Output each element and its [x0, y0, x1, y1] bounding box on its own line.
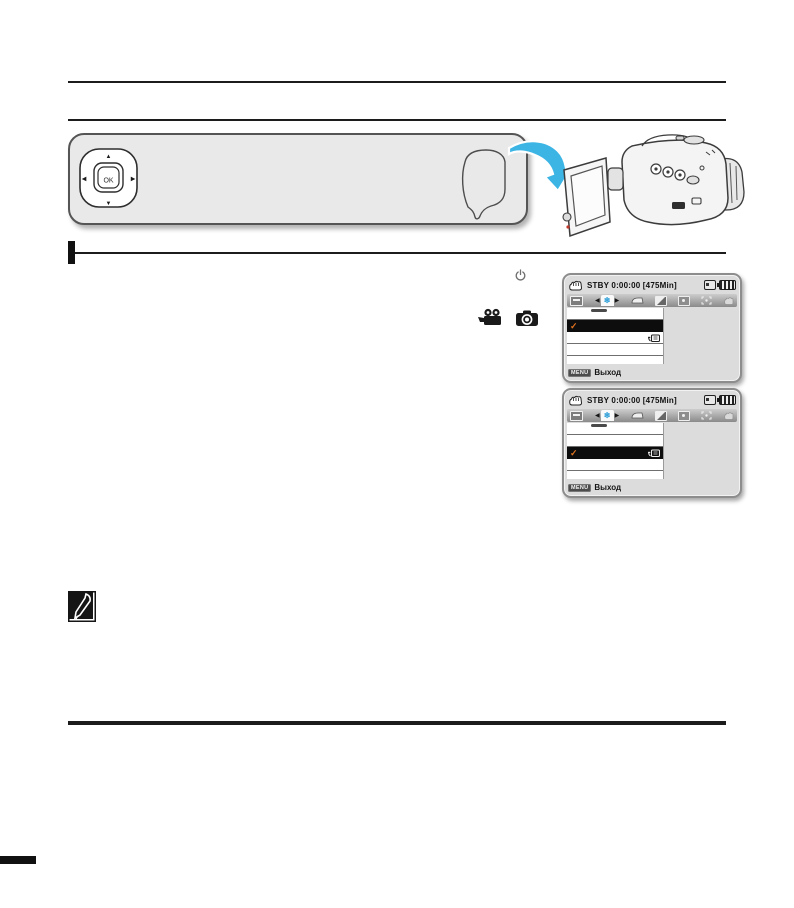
grip-hand-icon: [568, 280, 583, 291]
lcd-screenshot-2: [562, 388, 742, 498]
exposure-icon: [655, 411, 667, 421]
snowflake-icon: ❄: [603, 295, 611, 305]
storage-menu-icon: [570, 411, 583, 421]
erased-text-remnant: [591, 309, 607, 312]
lcd-screenshot-1: [562, 273, 742, 383]
selected-menu-tab: [601, 410, 614, 421]
list-row: [567, 356, 663, 364]
memory-card-icon: [704, 395, 716, 405]
erased-text-remnant: [591, 424, 607, 427]
mode-switch: [687, 176, 699, 184]
menu-right-arrow-icon: ▶: [614, 298, 620, 304]
finger-outline: [458, 147, 512, 221]
menu-list: [567, 308, 664, 364]
list-row: [567, 344, 663, 356]
list-row: [567, 459, 663, 471]
status-bar: [568, 393, 736, 407]
check-icon: ✓: [570, 447, 578, 458]
ok-button-label: OK: [103, 177, 114, 185]
body-port: [672, 202, 685, 209]
selected-list-row: [567, 320, 663, 332]
control-callout-panel: [68, 133, 528, 225]
power-icon: [514, 269, 527, 282]
battery-icon: [719, 280, 736, 290]
photo-mode-icon: [515, 309, 539, 327]
menu-list: [567, 423, 664, 479]
list-row: [567, 423, 663, 435]
storage-select-icon: [648, 448, 660, 458]
snowflake-icon: ❄: [603, 410, 611, 420]
joystick-ok-control: [76, 143, 142, 213]
memory-card-icon: [704, 280, 716, 290]
note-pencil-icon: [68, 591, 96, 622]
camcorder-illustration: [556, 130, 748, 240]
manual-mode-icon: [678, 411, 690, 421]
panel-joystick-knob: [563, 213, 571, 221]
selected-menu-tab: [601, 295, 614, 306]
top-rule-2: [68, 119, 726, 121]
list-row: [567, 332, 663, 344]
focus-icon: [701, 411, 712, 420]
grip-hand-icon: [568, 395, 583, 406]
recording-status: STBY 0:00:00 [475Min]: [587, 395, 677, 405]
exit-label: Выход: [594, 483, 622, 492]
focus-icon: [701, 296, 712, 305]
check-icon: ✓: [570, 320, 578, 331]
softkey-bar: [568, 483, 621, 492]
bottom-rule: [68, 721, 726, 725]
softkey-bar: [568, 368, 621, 377]
section-underline: [75, 252, 726, 254]
joystick-left-icon: ◀: [81, 176, 87, 183]
video-mode-icon: [478, 308, 505, 327]
hand-menu-icon: [723, 411, 734, 420]
hand-menu-icon: [723, 296, 734, 305]
menu-right-arrow-icon: ▶: [614, 413, 620, 419]
list-row: [567, 435, 663, 447]
storage-menu-icon: [570, 296, 583, 306]
recording-status: STBY 0:00:00 [475Min]: [587, 280, 677, 290]
lcd-hinge: [608, 168, 623, 190]
joystick-up-icon: ▲: [105, 154, 112, 160]
section-marker-bar: [68, 241, 75, 264]
manual-mode-icon: [678, 296, 690, 306]
menu-left-arrow-icon: ◀: [594, 413, 600, 419]
selected-list-row: [567, 447, 663, 459]
exit-label: Выход: [594, 368, 622, 377]
status-bar: [568, 278, 736, 292]
battery-icon: [719, 395, 736, 405]
record-indicator-dot: [566, 225, 569, 228]
exposure-icon: [655, 296, 667, 306]
white-balance-icon: [631, 411, 644, 420]
list-row: [567, 471, 663, 479]
menu-button-label: MENU: [568, 369, 591, 377]
page-number-tab: [0, 856, 36, 864]
top-rule-1: [68, 81, 726, 83]
menu-icon-bar: [567, 409, 737, 422]
lcd-panel-screen: [571, 166, 605, 226]
joystick-right-icon: ▶: [130, 176, 136, 183]
menu-button-label: MENU: [568, 484, 591, 492]
zoom-lever: [684, 136, 704, 144]
list-row: [567, 308, 663, 320]
joystick-down-icon: ▼: [105, 201, 112, 207]
white-balance-icon: [631, 296, 644, 305]
menu-left-arrow-icon: ◀: [594, 298, 600, 304]
storage-select-icon: [648, 333, 660, 343]
menu-icon-bar: [567, 294, 737, 307]
